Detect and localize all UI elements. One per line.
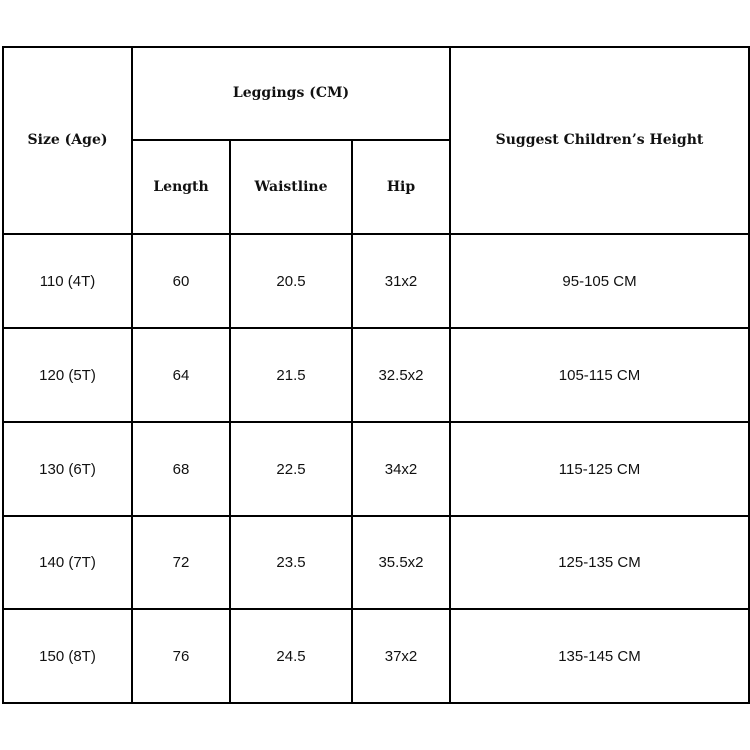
table-row: [3, 234, 749, 328]
table-row: [3, 422, 749, 516]
table-row: [3, 328, 749, 422]
header-row-top: [3, 47, 749, 140]
header-waistline: Waistline: [230, 140, 352, 234]
header-size: Size (Age): [3, 47, 132, 234]
header-leggings: Leggings (CM): [132, 47, 450, 140]
cell-length: 76: [132, 609, 230, 703]
header-length: Length: [132, 140, 230, 234]
cell-waistline: 22.5: [230, 422, 352, 516]
cell-height: 115-125 CM: [450, 422, 749, 516]
cell-waistline: 24.5: [230, 609, 352, 703]
cell-size: 130 (6T): [3, 422, 132, 516]
cell-height: 95-105 CM: [450, 234, 749, 328]
cell-length: 64: [132, 328, 230, 422]
cell-length: 72: [132, 516, 230, 609]
cell-size: 150 (8T): [3, 609, 132, 703]
cell-hip: 32.5x2: [352, 328, 450, 422]
cell-waistline: 21.5: [230, 328, 352, 422]
cell-size: 110 (4T): [3, 234, 132, 328]
cell-hip: 35.5x2: [352, 516, 450, 609]
cell-hip: 31x2: [352, 234, 450, 328]
cell-hip: 34x2: [352, 422, 450, 516]
cell-waistline: 23.5: [230, 516, 352, 609]
cell-height: 125-135 CM: [450, 516, 749, 609]
cell-waistline: 20.5: [230, 234, 352, 328]
cell-length: 68: [132, 422, 230, 516]
cell-height: 135-145 CM: [450, 609, 749, 703]
cell-size: 120 (5T): [3, 328, 132, 422]
cell-height: 105-115 CM: [450, 328, 749, 422]
cell-size: 140 (7T): [3, 516, 132, 609]
cell-hip: 37x2: [352, 609, 450, 703]
header-hip: Hip: [352, 140, 450, 234]
table-row: [3, 516, 749, 609]
header-suggested-height: Suggest Children’s Height: [450, 47, 749, 234]
table-row: [3, 609, 749, 703]
size-chart-table: [2, 46, 750, 704]
cell-length: 60: [132, 234, 230, 328]
